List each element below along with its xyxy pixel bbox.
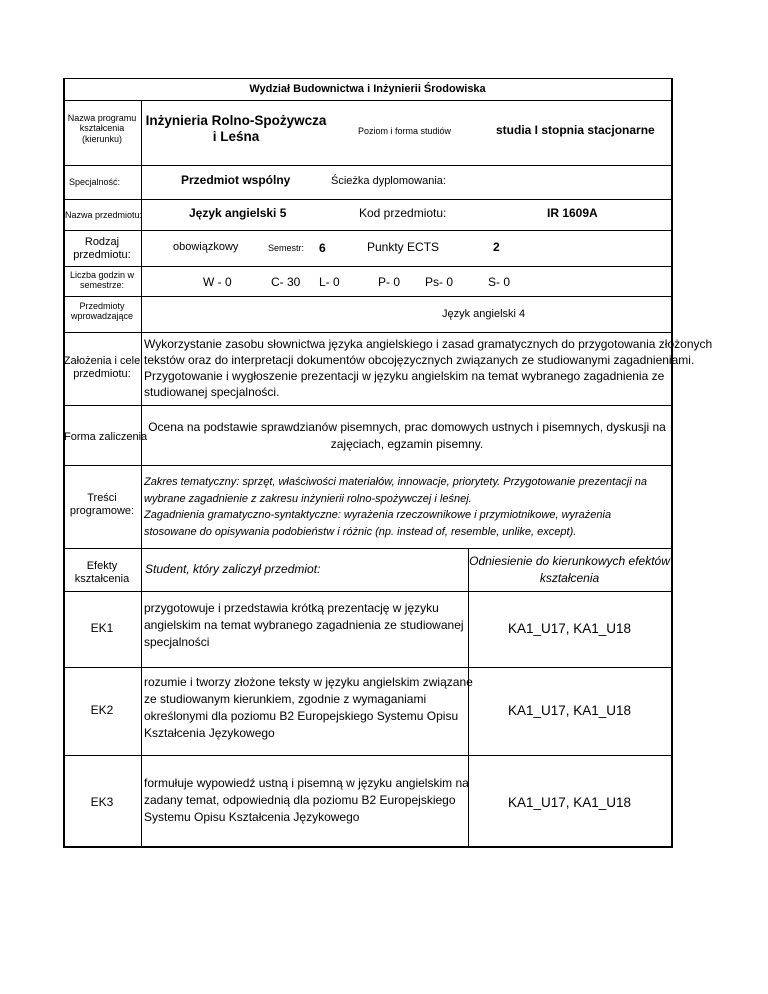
outcome-code: EK1 — [90, 621, 114, 636]
assessment-text: Ocena na podstawie sprawdzianów pisemnych, prac domowych ustnych i pisemnych, dyskusji na zajęciach, egzamin pisemny. — [148, 420, 666, 451]
hours-lab: L- 0 — [319, 275, 340, 289]
prereq-label: Przedmioty wprowadzające — [70, 301, 134, 322]
grid-line — [63, 199, 672, 200]
program-name: Inżynieria Rolno-Spożywcza i Leśna — [145, 113, 327, 144]
grid-line — [63, 230, 672, 231]
reference-header: Odniesienie do kierunkowych efektów kształcenia — [469, 554, 670, 585]
grid-line — [63, 405, 672, 406]
content-label: Treści programowe: — [69, 492, 135, 517]
grid-line — [63, 846, 672, 848]
outcome-description: rozumie i tworzy złożone teksty w języku angielskim związane ze studiowanym kierunkiem, zgodnie z wymaganiami określonymi dla poziomu B2 Europejskiego Systemu Opisu Kształcenia Językowego — [144, 675, 473, 740]
prereq-value: Język angielski 4 — [442, 308, 526, 320]
outcome-code: EK3 — [90, 795, 114, 810]
hours-seminar: S- 0 — [488, 275, 511, 289]
outcome-code: EK2 — [90, 703, 114, 718]
goals-label: Założenia i cele przedmiotu: — [63, 355, 141, 380]
grid-line — [63, 332, 672, 333]
semester-label: Semestr: — [268, 243, 305, 253]
grid-line — [63, 755, 672, 756]
ects-value: 2 — [493, 240, 500, 254]
specialty-label: Specjalność: — [69, 177, 121, 187]
outcome-description: formułuje wypowiedź ustną i pisemną w języku angielskim na zadany temat, odpowiednią dla poziomu B2 Europejskiego Systemu Opisu Kształcenia Językowego — [144, 776, 469, 824]
kind-value: obowiązkowy — [173, 241, 239, 253]
outcomes-label: Efekty kształcenia — [74, 560, 130, 585]
outcome-description: przygotowuje i przedstawia krótką prezentację w języku angielskim na temat wybranego zagadnienia ze studiowanej specjalności — [144, 601, 464, 649]
grid-line — [63, 266, 672, 267]
goals-text: Wykorzystanie zasobu słownictwa języka angielskiego i zasad gramatycznych do przygotowania złożonych tekstów oraz do interpretacji dokumentów obcojęzycznych związanych ze studiowanymi zagadnieniami. Przygotowanie i wygłoszenie prezentacji w języku angielskim na temat wybranego zagadnienia ze studiowanej specjalności. — [144, 337, 713, 399]
specialty-value: Przedmiot wspólny — [181, 173, 291, 187]
student-header: Student, który zaliczył przedmiot: — [145, 562, 321, 576]
outcome-reference: KA1_U17, KA1_U18 — [507, 621, 632, 637]
grid-line — [671, 78, 673, 848]
hours-label: Liczba godzin w semestrze: — [69, 270, 135, 291]
semester-value: 6 — [319, 241, 326, 255]
faculty-title: Wydział Budownictwa i Inżynierii Środowiska — [249, 83, 486, 95]
hours-ps: Ps- 0 — [425, 275, 454, 289]
level-value: studia I stopnia stacjonarne — [496, 123, 655, 137]
grid-line — [63, 465, 672, 466]
program-label: Nazwa programu kształcenia (kierunku) — [67, 113, 137, 144]
kind-label: Rodzaj przedmiotu: — [73, 236, 131, 261]
grid-line — [63, 100, 672, 101]
subject-code-label: Kod przedmiotu: — [359, 206, 447, 220]
hours-lecture: W - 0 — [203, 275, 232, 289]
assessment-label: Forma zaliczenia — [64, 431, 148, 443]
grid-line — [63, 548, 672, 549]
syllabus-form — [63, 78, 713, 848]
subject-value: Język angielski 5 — [189, 206, 287, 220]
outcome-reference: KA1_U17, KA1_U18 — [507, 795, 632, 811]
outcome-reference: KA1_U17, KA1_U18 — [507, 703, 632, 719]
level-label: Poziom i forma studiów — [358, 126, 452, 136]
hours-project: P- 0 — [378, 275, 401, 289]
diploma-path-label: Ścieżka dyplomowania: — [331, 175, 446, 187]
hours-exercises: C- 30 — [271, 275, 301, 289]
grid-line — [63, 78, 672, 79]
content-text: Zakres tematyczny: sprzęt, właściwości materiałów, innowacje, priorytety. Przygotowanie prezentacji na wybrane zagadnienie z zakresu inżynierii rolno-spożywczej i leśnej. Zagadnienia gramatyczno-syntaktyczne: wyrażenia rzeczownikowe i przymiotnikowe, wyrażenia stosowane do opisywania podobieństw i różnic (np. instead of, resemble, unlike, except). — [144, 476, 647, 538]
subject-label: Nazwa przedmiotu: — [65, 210, 143, 220]
grid-line — [63, 296, 672, 297]
subject-code-value: IR 1609A — [547, 206, 598, 220]
grid-line — [63, 165, 672, 166]
ects-label: Punkty ECTS — [367, 240, 440, 254]
